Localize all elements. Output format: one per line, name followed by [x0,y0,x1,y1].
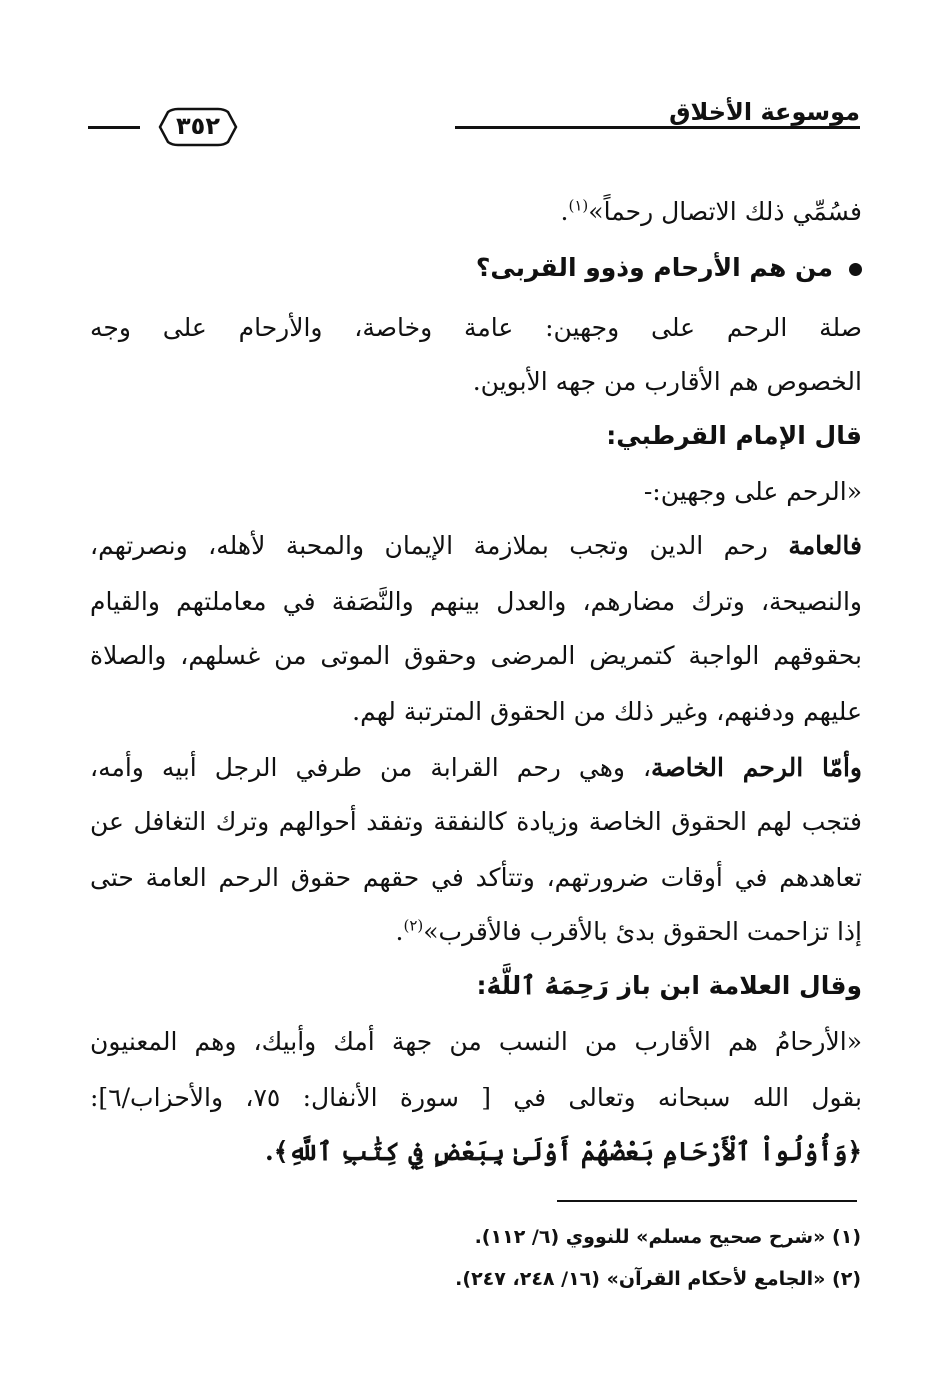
text-line: صلة الرحم على وجهين: عامة وخاصة، والأرحام على وجه [90,313,862,342]
text-run: إذا تزاحمت الحقوق بدئ بالأقرب فالأقرب» [423,917,862,946]
footnote: (٢) «الجامع لأحكام القرآن» (١٦/ ٢٤٨، ٢٤٧). [455,1268,861,1290]
bold-lead: وأمّا الرحم الخاصة [651,753,862,782]
text-line: «الأرحامُ هم الأقارب من النسب من جهة أمك وأبيك، وهم المعنيون [90,1027,862,1056]
text-line [90,906,862,958]
text-line: الخصوص هم الأقارب من جهه الأبوين. [472,367,862,396]
page-header [88,96,860,152]
text-line: فتجب لهم الحقوق الخاصة وزيادة كالنفقة وتفقد أحوالهم وترك التغافل عن [90,807,862,836]
text-run: . [395,917,404,946]
bold-lead: فالعامة [788,531,862,560]
header-rule [455,126,860,129]
text-line: تعاهدهم في أوقات ضرورتهم، وتتأكد في حقهم حقوق الرحم العامة حتى [90,863,862,892]
quran-verse: ﴿وَأُوْلُواْ ٱلْأَرْحَامِ بَعْضُهُمْ أَوْلَىٰ بِبَعْضٍ فِي كِتَٰبِ ٱللَّهِ﴾. [265,1137,862,1166]
footnote-ref: (٢) [403,916,424,935]
text-line: «الرحم على وجهين:- [643,477,862,506]
text-line: عليهم ودفنهم، وغير ذلك من الحقوق المترتبة لهم. [352,697,862,726]
text-line: بحقوقهم الواجبة كتمريض المرضى وحقوق الموتى من غسلهم، والصلاة [90,641,862,670]
heading-text: من هم الأرحام وذوو القربى؟ [475,253,833,282]
text-run: . [560,197,569,226]
text-line: بقول الله سبحانه وتعالى في [ سورة الأنفال: ٧٥، والأحزاب/٦]: [90,1083,863,1112]
text-line [90,742,862,794]
header-rule-left [88,126,140,129]
text-run: ، وهي رحم القرابة من طرفي الرجل أبيه وأمه، [90,753,652,782]
text-line [90,186,862,238]
footnote: (١) «شرح صحيح مسلم» للنووي (٦/ ١١٢). [474,1226,861,1248]
section-heading [90,242,862,294]
footnote-ref: (١) [568,196,589,215]
quote-attribution: وقال العلامة ابن باز رَحِمَهُ ٱللَّهُ: [476,971,862,1000]
text-line: والنصيحة، وترك مضارهم، والعدل بينهم والنَّصَفة في معاملتهم والقيام [90,587,862,616]
quote-attribution: قال الإمام القرطبي: [606,421,862,450]
header-title: موسوعة الأخلاق [669,98,860,126]
text-run: رحم الدين وتجب بملازمة الإيمان والمحبة لأهله، ونصرتهم، [90,531,789,560]
text-line [90,520,862,572]
bullet-icon [849,263,862,276]
text-run: فسُمِّي ذلك الاتصال رحماً» [588,197,862,226]
page-number-badge [150,106,246,148]
page-number: ٣٥٢ [176,112,220,140]
footnote-divider [557,1200,857,1202]
